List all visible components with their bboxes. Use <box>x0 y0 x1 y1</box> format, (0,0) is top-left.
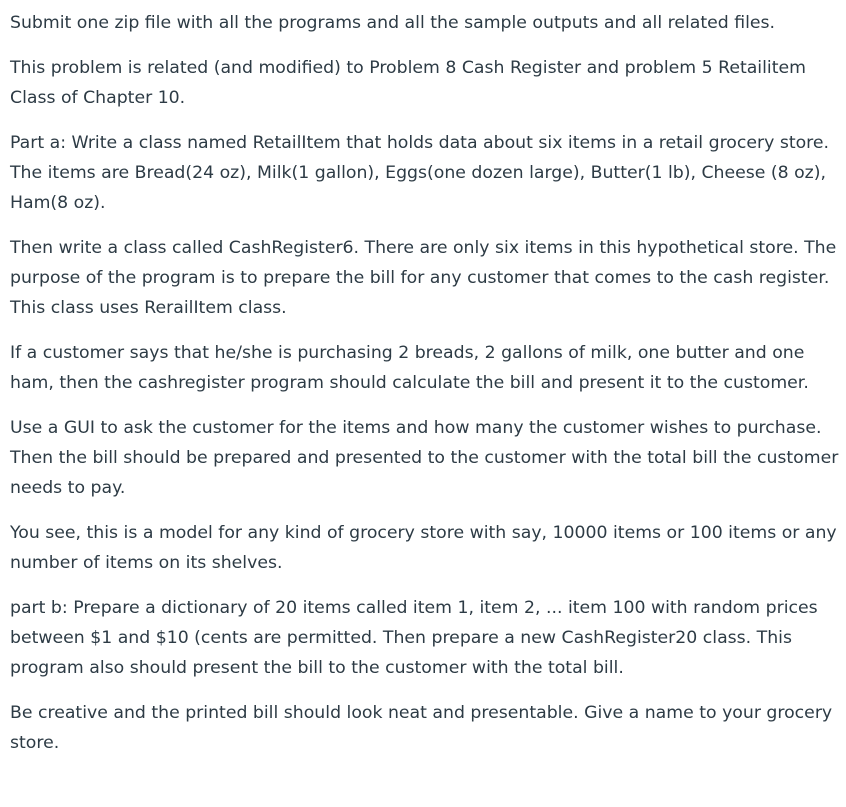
paragraph-part-b: part b: Prepare a dictionary of 20 items called item 1, item 2, ... item 100 with random prices between $1 and $10 (cents are permitted. Then prepare a new CashRegister20 class. This program also should present the bill to the customer with the total bill. <box>10 598 818 678</box>
paragraph-part-a: Part a: Write a class named RetailItem that holds data about six items in a retail grocery store. The items are Bread(24 oz), Milk(1 gallon), Eggs(one dozen large), Butter(1 lb), Cheese (8 oz), Ham(8 oz). <box>10 133 830 213</box>
paragraph-example-purchase: If a customer says that he/she is purchasing 2 breads, 2 gallons of milk, one butter and one ham, then the cashregister program should calculate the bill and present it to the customer. <box>10 343 809 393</box>
paragraph-cash-register: Then write a class called CashRegister6. There are only six items in this hypothetical store. The purpose of the program is to prepare the bill for any customer that comes to the cash register. This class uses RerailItem class. <box>10 238 837 318</box>
paragraph-be-creative: Be creative and the printed bill should look neat and presentable. Give a name to your grocery store. <box>10 703 833 753</box>
paragraph-model: You see, this is a model for any kind of grocery store with say, 10000 items or 100 items or any number of items on its shelves. <box>10 523 837 573</box>
assignment-text <box>10 8 840 773</box>
paragraph-related-problems: This problem is related (and modified) to Problem 8 Cash Register and problem 5 Retailitem Class of Chapter 10. <box>10 58 806 108</box>
paragraph-gui: Use a GUI to ask the customer for the items and how many the customer wishes to purchase. Then the bill should be prepared and presented to the customer with the total bill the customer needs to pay. <box>10 418 839 498</box>
paragraph-submission-instructions: Submit one zip file with all the programs and all the sample outputs and all related files. <box>10 13 776 33</box>
